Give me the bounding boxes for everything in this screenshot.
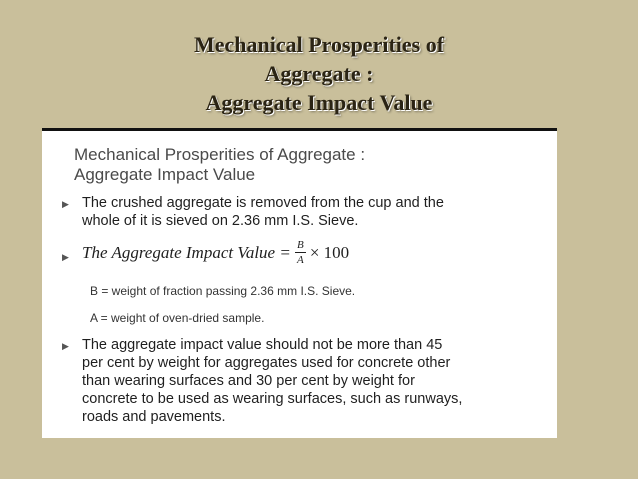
- bullet-line: The crushed aggregate is removed from the cup and the: [82, 195, 444, 211]
- content-image-panel: [42, 131, 557, 438]
- slide-title-line-1: Mechanical Prosperities of: [193, 32, 445, 57]
- note-a-definition: A = weight of oven-dried sample.: [90, 311, 265, 325]
- formula-fraction: [295, 239, 306, 266]
- bullet-crushed-aggregate: [82, 194, 444, 230]
- bullet-line: whole of it is sieved on 2.36 mm I.S. Sieve.: [82, 213, 359, 229]
- bullet-line: concrete to be used as wearing surfaces, such as runways,: [82, 391, 463, 407]
- bullet-line: than wearing surfaces and 30 per cent by weight for: [82, 373, 415, 389]
- slide-title: [0, 30, 638, 117]
- formula-numerator: B: [296, 239, 304, 251]
- bullet-triangle-icon: ▶: [62, 252, 69, 262]
- slide-title-line-3: Aggregate Impact Value: [205, 90, 433, 115]
- note-b-definition: B = weight of fraction passing 2.36 mm I.S. Sieve.: [90, 284, 356, 298]
- bullet-impact-limit: [82, 336, 462, 426]
- bullet-line: per cent by weight for aggregates used for concrete other: [82, 355, 451, 371]
- formula-denominator: A: [296, 254, 304, 266]
- formula-lhs: The Aggregate Impact Value =: [82, 242, 291, 262]
- bullet-line: roads and pavements.: [82, 409, 226, 425]
- panel-heading: [74, 145, 365, 185]
- fraction-bar: [295, 252, 306, 253]
- bullet-triangle-icon: ▶: [62, 199, 69, 209]
- panel-heading-line-1: Mechanical Prosperities of Aggregate :: [74, 145, 366, 164]
- slide-title-line-2: Aggregate :: [264, 61, 374, 86]
- panel-heading-line-2: Aggregate Impact Value: [74, 165, 256, 184]
- bullet-line: The aggregate impact value should not be more than 45: [82, 337, 443, 353]
- impact-value-formula: [82, 239, 349, 266]
- bullet-triangle-icon: ▶: [62, 341, 69, 351]
- formula-rhs: × 100: [309, 242, 350, 262]
